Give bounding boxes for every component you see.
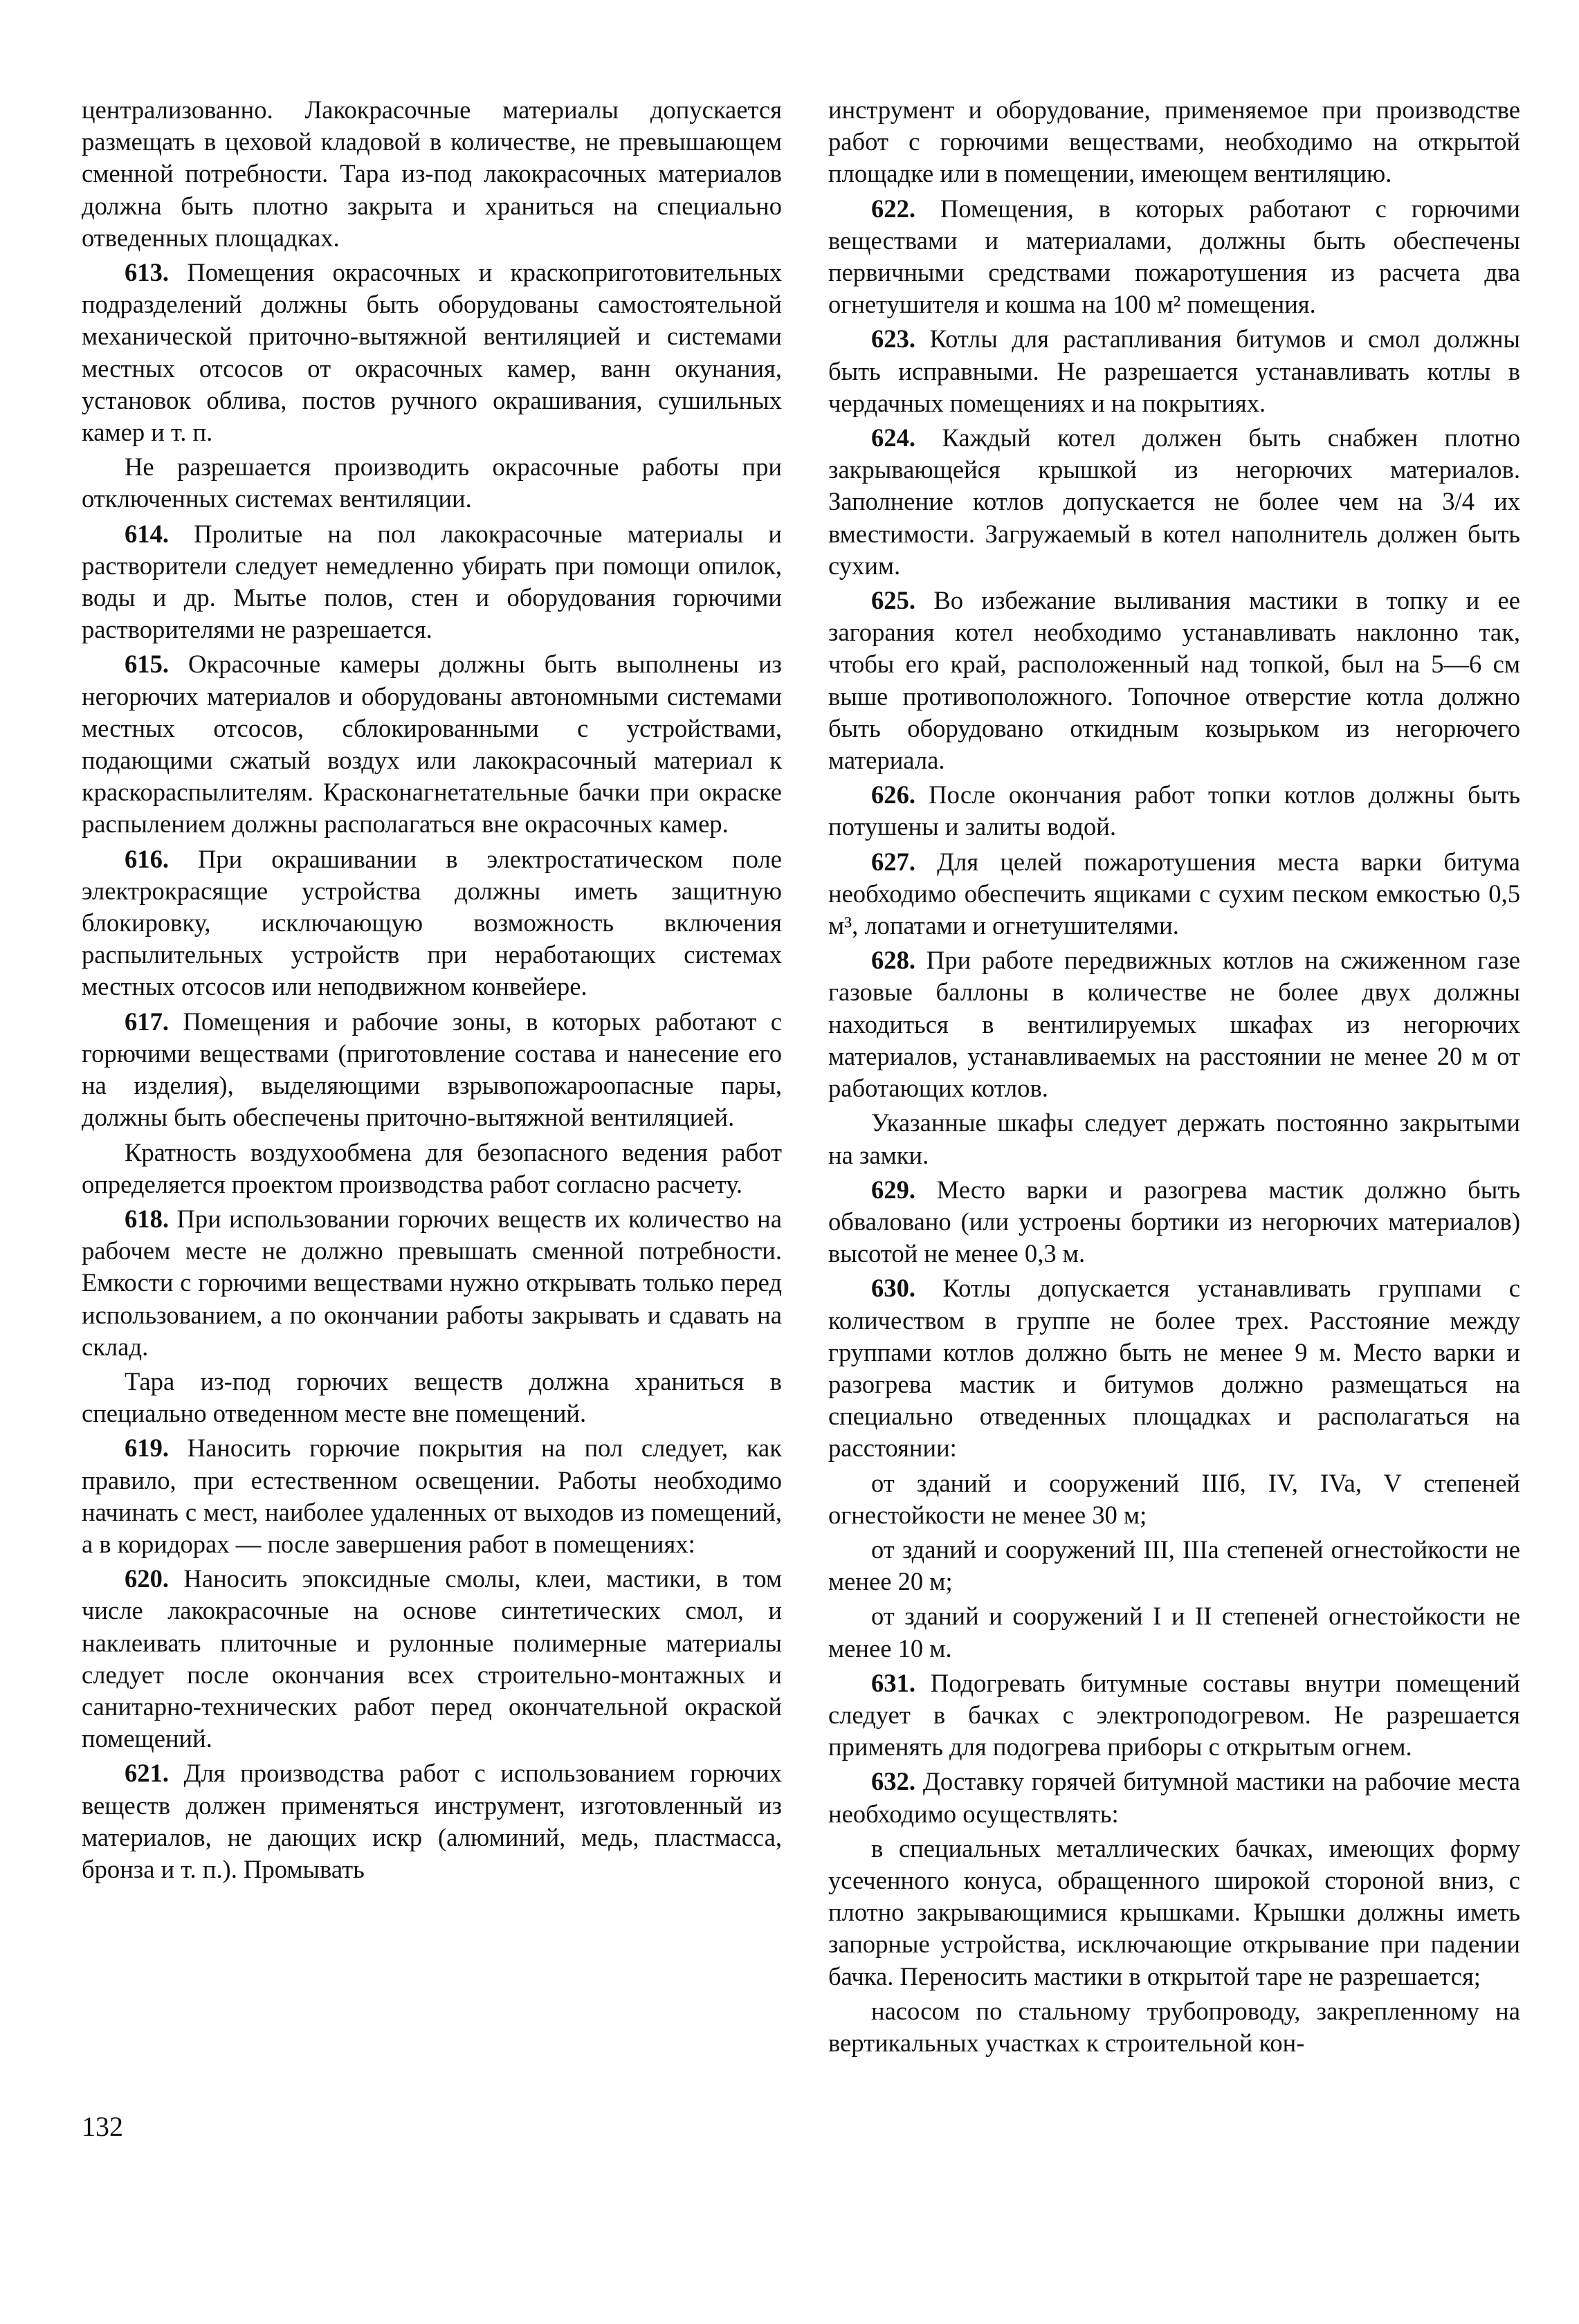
paragraph bbox=[82, 1366, 782, 1429]
page-number: 132 bbox=[82, 2111, 123, 2142]
paragraph bbox=[828, 1667, 1520, 1764]
paragraph bbox=[828, 1534, 1520, 1598]
clause-number: 628. bbox=[871, 946, 916, 975]
paragraph-text: в специальных металлических бачках, имеющих форму усеченного конуса, обращенного широкой стороной вниз, с плотно закрывающимися крышками. Крышки должны иметь запорные устройства, исключающие открывание при падении бачка. Переносить мастики в открытой таре не разрешается; bbox=[828, 1833, 1520, 1991]
paragraph-text: Не разрешается производить окрасочные работы при отключенных системах вентиляции. bbox=[82, 452, 782, 513]
paragraph-text: При работе передвижных котлов на сжиженном газе газовые баллоны в количестве не более двух должны находиться в вентилируемых шкафах из негорючих материалов, устанавливаемых на расстоянии не менее 20 м от работающих котлов. bbox=[828, 946, 1520, 1103]
paragraph-text: Окрасочные камеры должны быть выполнены из негорючих материалов и оборудованы автономными системами местных отсосов, сблокированными с устройствами, подающими сжатый воздух или лакокрасочный материал к краскораспылителям. Красконагнетательные бачки при окраске распылением должны располагаться вне окрасочных камер. bbox=[82, 650, 782, 839]
paragraph bbox=[82, 94, 782, 254]
paragraph bbox=[828, 846, 1520, 942]
clause-number: 621. bbox=[125, 1759, 170, 1788]
clause-number: 624. bbox=[871, 423, 916, 452]
clause-number: 629. bbox=[871, 1175, 916, 1204]
paragraph-text: насосом по стальному трубопроводу, закрепленному на вертикальных участках к строительной кон- bbox=[828, 1996, 1520, 2057]
clause-number: 618. bbox=[125, 1204, 170, 1233]
paragraph-text: Пролитые на пол лакокрасочные материалы и растворители следует немедленно убирать при помощи опилок, воды и др. Мытье полов, стен и оборудования горючими растворителями не разрешается. bbox=[82, 519, 782, 644]
paragraph-text: Тара из-под горючих веществ должна храниться в специально отведенном месте вне помещений. bbox=[82, 1366, 782, 1428]
paragraph bbox=[828, 1467, 1520, 1531]
paragraph bbox=[828, 193, 1520, 321]
paragraph-text: Каждый котел должен быть снабжен плотно закрывающейся крышкой из негорючих материалов. Заполнение котлов допускается не более чем на 3/4 их вместимости. Загружаемый в котел наполнитель должен быть сухим. bbox=[828, 423, 1520, 580]
clause-number: 619. bbox=[125, 1434, 170, 1463]
clause-number: 627. bbox=[871, 847, 916, 876]
paragraph bbox=[82, 648, 782, 840]
clause-number: 631. bbox=[871, 1668, 916, 1697]
paragraph-text: Во избежание выливания мастики в топку и ее загорания котел необходимо устанавливать наклонно так, чтобы его край, расположенный над топкой, был на 5—6 см выше противоположного. Топочное отверстие котла должно быть оборудовано откидным козырьком из негорючего материала. bbox=[828, 586, 1520, 775]
paragraph bbox=[828, 1766, 1520, 1829]
paragraph bbox=[828, 1833, 1520, 1993]
clause-number: 622. bbox=[871, 194, 916, 223]
clause-number: 613. bbox=[125, 258, 170, 287]
paragraph bbox=[828, 422, 1520, 582]
clause-number: 617. bbox=[125, 1007, 170, 1036]
paragraph-text: Для целей пожаротушения места варки битума необходимо обеспечить ящиками с сухим песком емкостью 0,5 м³, лопатами и огнетушителями. bbox=[828, 847, 1520, 940]
left-column bbox=[82, 94, 782, 1888]
paragraph bbox=[828, 94, 1520, 190]
clause-number: 625. bbox=[871, 586, 916, 615]
paragraph-text: централизованно. Лакокрасочные материалы допускается размещать в цеховой кладовой в количестве, не превышающем сменной потребности. Тара из-под лакокрасочных материалов должна быть плотно закрыта и храниться на специально отведенных площадках. bbox=[82, 95, 782, 252]
paragraph bbox=[82, 1432, 782, 1560]
paragraph-text: инструмент и оборудование, применяемое при производстве работ с горючими веществами, необходимо на открытой площадке или в помещении, имеющем вентиляцию. bbox=[828, 95, 1520, 188]
paragraph bbox=[82, 518, 782, 646]
paragraph bbox=[82, 1006, 782, 1134]
paragraph-text: После окончания работ топки котлов должны быть потушены и залиты водой. bbox=[828, 780, 1520, 841]
paragraph-text: Наносить горючие покрытия на пол следует, как правило, при естественном освещении. Работы необходимо начинать с мест, наиболее удаленных от выходов из помещений, а в коридорах — после завершения работ в помещениях: bbox=[82, 1434, 782, 1558]
paragraph-text: Помещения окрасочных и краскоприготовительных подразделений должны быть оборудованы самостоятельной механической приточно-вытяжной вентиляцией и системами местных отсосов от окрасочных камер, ванн окунания, установок облива, постов ручного окрашивания, сушильных камер и т. п. bbox=[82, 258, 782, 447]
paragraph-text: Место варки и разогрева мастик должно быть обваловано (или устроены бортики из негорючих материалов) высотой не менее 0,3 м. bbox=[828, 1175, 1520, 1268]
clause-number: 623. bbox=[871, 324, 916, 354]
paragraph-text: Для производства работ с использованием горючих веществ должен применяться инструмент, изготовленный из материалов, не дающих искр (алюминий, медь, пластмасса, бронза и т. п.). Промывать bbox=[82, 1759, 782, 1883]
paragraph bbox=[82, 451, 782, 515]
paragraph bbox=[828, 1174, 1520, 1270]
paragraph-text: При окрашивании в электростатическом поле электрокрасящие устройства должны иметь защитную блокировку, исключающую возможность включения распылительных устройств при неработающих системах местных отсосов или неподвижном конвейере. bbox=[82, 844, 782, 1001]
clause-number: 630. bbox=[871, 1274, 916, 1303]
paragraph-text: Наносить эпоксидные смолы, клеи, мастики, в том числе лакокрасочные на основе синтетических смол, и наклеивать плиточные и рулонные полимерные материалы следует после окончания всех строительно-монтажных и санитарно-технических работ перед окончательной окраской помещений. bbox=[82, 1564, 782, 1753]
clause-number: 626. bbox=[871, 780, 916, 809]
paragraph-text: Котлы допускается устанавливать группами с количеством в группе не более трех. Расстояние между группами котлов должно быть не менее 9 м. Место варки и разогрева мастик и битумов должно размещаться на специально отведенных площадках и располагаться на расстоянии: bbox=[828, 1274, 1520, 1463]
paragraph bbox=[828, 585, 1520, 776]
paragraph bbox=[828, 323, 1520, 419]
paragraph bbox=[828, 1995, 1520, 2059]
paragraph-text: Кратность воздухообмена для безопасного ведения работ определяется проектом производства работ согласно расчету. bbox=[82, 1137, 782, 1198]
paragraph bbox=[828, 779, 1520, 843]
clause-number: 616. bbox=[125, 844, 170, 873]
paragraph-text: Доставку горячей битумной мастики на рабочие места необходимо осуществлять: bbox=[828, 1767, 1520, 1828]
paragraph-text: от зданий и сооружений IIIб, IV, IVa, V степеней огнестойкости не менее 30 м; bbox=[828, 1468, 1520, 1529]
paragraph-text: Помещения и рабочие зоны, в которых работают с горючими веществами (приготовление состава и нанесение его на изделия), выделяющими взрывопожароопасные пары, должны быть обеспечены приточно-вытяжной вентиляцией. bbox=[82, 1007, 782, 1132]
paragraph-text: Котлы для растапливания битумов и смол должны быть исправными. Не разрешается устанавливать котлы в чердачных помещениях и на покрытиях. bbox=[828, 324, 1520, 417]
paragraph-text: Указанные шкафы следует держать постоянно закрытыми на замки. bbox=[828, 1108, 1520, 1169]
paragraph-text: от зданий и сооружений I и II степеней огнестойкости не менее 10 м. bbox=[828, 1602, 1520, 1663]
paragraph bbox=[828, 1272, 1520, 1464]
paragraph bbox=[82, 843, 782, 1003]
clause-number: 632. bbox=[871, 1767, 916, 1796]
paragraph bbox=[828, 1600, 1520, 1664]
paragraph-text: Подогревать битумные составы внутри помещений следует в бачках с электроподогревом. Не разрешается применять для подогрева приборы с открытым огнем. bbox=[828, 1668, 1520, 1762]
paragraph bbox=[82, 257, 782, 448]
paragraph bbox=[82, 1757, 782, 1885]
paragraph bbox=[82, 1563, 782, 1755]
paragraph-text: от зданий и сооружений III, IIIa степеней огнестойкости не менее 20 м; bbox=[828, 1535, 1520, 1596]
right-column bbox=[828, 94, 1520, 2062]
paragraph bbox=[82, 1203, 782, 1363]
clause-number: 620. bbox=[125, 1564, 170, 1593]
paragraph bbox=[82, 1137, 782, 1200]
paragraph bbox=[828, 1107, 1520, 1171]
clause-number: 615. bbox=[125, 650, 170, 679]
clause-number: 614. bbox=[125, 519, 170, 548]
paragraph bbox=[828, 944, 1520, 1104]
paragraph-text: При использовании горючих веществ их количество на рабочем месте не должно превышать сменной потребности. Емкости с горючими веществами нужно открывать только перед использованием, а по окончании работы закрывать и сдавать на склад. bbox=[82, 1204, 782, 1361]
paragraph-text: Помещения, в которых работают с горючими веществами и материалами, должны быть обеспечены первичными средствами пожаротушения из расчета два огнетушителя и кошма на 100 м² помещения. bbox=[828, 194, 1520, 319]
